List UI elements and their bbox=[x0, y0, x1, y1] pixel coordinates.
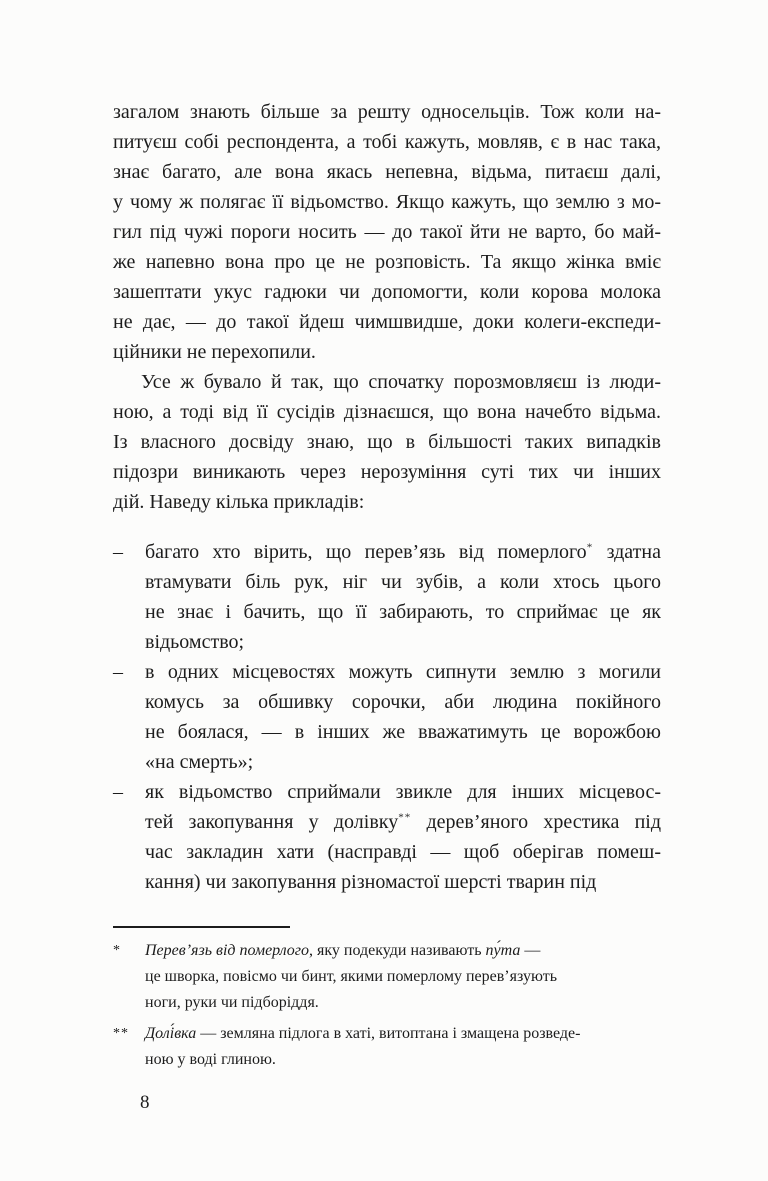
text-line: же напевно вона про це не розповість. Та якщо жінка вміє bbox=[113, 251, 661, 273]
list-item bbox=[113, 537, 661, 657]
text-line: «на смерть»; bbox=[145, 751, 254, 773]
list-item bbox=[113, 657, 661, 777]
text-line: ною, а тоді від її сусідів дізнаєшся, що вона начебто відьма. bbox=[113, 401, 661, 423]
text-line: втамувати біль рук, ніг чи зубів, а коли хтось цього bbox=[145, 571, 661, 593]
text-line: знає багато, але вона якась непевна, відьма, питаєш далі, bbox=[113, 161, 661, 183]
text-line: дій. Наведу кілька прикладів: bbox=[113, 491, 365, 513]
text-line: ною у воді глиною. bbox=[145, 1051, 276, 1068]
text-line: Із власного досвіду знаю, що в більшості таких випадків bbox=[113, 431, 661, 453]
example-list bbox=[113, 537, 661, 897]
text-line: в одних місцевостях можуть сипнути землю з могили bbox=[145, 661, 661, 683]
text-line: Усе ж бувало й так, що спочатку порозмовляєш із люди- bbox=[141, 371, 661, 393]
footnote bbox=[113, 938, 661, 1016]
list-dash-marker: – bbox=[113, 781, 123, 803]
footnote-items bbox=[113, 938, 661, 1073]
text-line: підозри виникають через нерозуміння суті тих чи інших bbox=[113, 461, 661, 483]
text-line: час закладин хати (насправді — щоб оберігав помеш- bbox=[145, 841, 661, 863]
footnotes bbox=[113, 926, 661, 1073]
paragraph bbox=[113, 367, 661, 517]
text-line: Долі́вка — земляна підлога в хаті, витоптана і змащена розведе- bbox=[145, 1025, 581, 1042]
footnote-reference-mark: * bbox=[586, 541, 594, 554]
footnote bbox=[113, 1021, 661, 1073]
paragraph bbox=[113, 97, 661, 367]
text-line: комусь за обшивку сорочки, аби людина покійного bbox=[145, 691, 661, 713]
text-line: загалом знають більше за решту односельців. Тож коли на- bbox=[113, 101, 661, 123]
footnote-marker: ** bbox=[113, 1026, 129, 1041]
text-line: не боялася, — в інших же вважатимуть це ворожбою bbox=[145, 721, 661, 743]
list-dash-marker: – bbox=[113, 661, 123, 683]
body-text bbox=[113, 97, 661, 897]
text-line: гил під чужі пороги носить — до такої йти не варто, бо май- bbox=[113, 221, 661, 243]
text-line: зашептати укус гадюки чи допомогти, коли корова молока bbox=[113, 281, 661, 303]
text-line: не знає і бачить, що її забирають, то сприймає це як bbox=[145, 601, 661, 623]
text-line: багато хто вірить, що перев’язь від померлого* здатна bbox=[145, 541, 661, 563]
footnote-reference-mark: ** bbox=[398, 811, 412, 824]
paragraphs bbox=[113, 97, 661, 517]
footnote-separator bbox=[113, 926, 290, 928]
text-line: не дає, — до такої йдеш чимшвидше, доки колеги-експеди- bbox=[113, 311, 661, 333]
text-line: як відьомство сприймали звикле для інших місцевос- bbox=[145, 781, 661, 803]
list-dash-marker: – bbox=[113, 541, 123, 563]
text-line: Перев’язь від померлого, яку подекуди називають пу́та — bbox=[145, 942, 541, 959]
text-line: питуєш собі респондента, а тобі кажуть, мовляв, є в нас така, bbox=[113, 131, 661, 153]
text-line: у чому ж полягає її відьомство. Якщо кажуть, що землю з мо- bbox=[113, 191, 661, 213]
text-line: відьомство; bbox=[145, 631, 245, 653]
text-line: тей закопування у долівку** дерев’яного хрестика під bbox=[145, 811, 662, 833]
text-line: кання) чи закопування різномастої шерсті тварин під bbox=[145, 871, 597, 893]
text-line: це шворка, повісмо чи бинт, якими померлому перев’язують bbox=[145, 968, 557, 985]
text-line: ноги, руки чи підборіддя. bbox=[145, 994, 319, 1011]
page-number: 8 bbox=[140, 1092, 150, 1113]
list-item bbox=[113, 777, 661, 897]
footnote-marker: * bbox=[113, 943, 121, 958]
text-line: ційники не перехопили. bbox=[113, 341, 316, 363]
